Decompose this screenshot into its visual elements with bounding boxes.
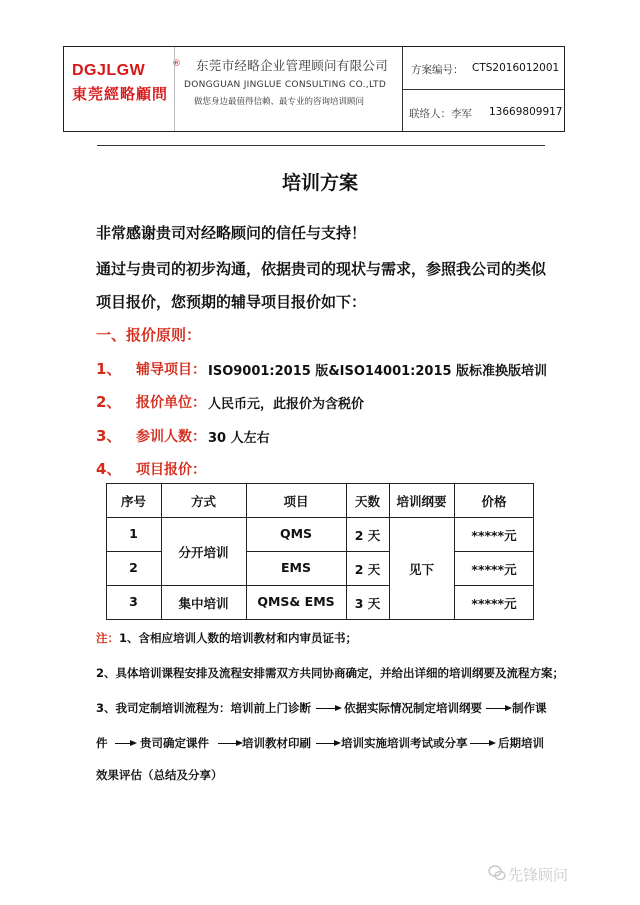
- item-number: 2、: [96, 393, 122, 411]
- note-label: 注：: [96, 631, 119, 645]
- note-3-step-7a: 后期培训: [498, 736, 544, 750]
- document-title: 培训方案: [281, 172, 358, 194]
- note-2: 2、具体培训课程安排及流程安排需双方共同协商确定，并给出详细的培训纲要及流程方案；: [96, 666, 564, 680]
- note-3-step-3b: 件: [96, 736, 108, 750]
- item-number: 4、: [96, 460, 122, 478]
- note-3-step-7b: 效果评估（总结及分享）: [96, 768, 223, 782]
- table-cell-outline-merged: 见下: [408, 562, 434, 577]
- note-3-step-4: 贵司确定课件: [140, 736, 209, 750]
- item-value-project: ISO9001:2015 版&ISO14001:2015 版标准换版培训: [208, 364, 548, 379]
- header-divider: [402, 89, 564, 90]
- plan-number-label: 方案编号：: [411, 64, 464, 76]
- note-3-step-6: 培训实施培训考试或分享: [341, 736, 468, 750]
- table-header-outline: 培训纲要: [396, 494, 447, 509]
- note-1-text: 1、含相应培训人数的培训教材和内审员证书；: [119, 631, 357, 645]
- table-header-item: 项目: [283, 494, 309, 509]
- arrow-icon: [316, 708, 336, 709]
- note-3-step-3a: 制作课: [512, 701, 547, 715]
- intro-line-1: 通过与贵司的初步沟通，依据贵司的现状与需求，参照我公司的类似: [96, 260, 547, 278]
- arrow-icon: [316, 743, 336, 744]
- table-cell-item: QMS: [279, 526, 313, 541]
- price-table: [106, 483, 534, 620]
- company-slogan: 做您身边最值得信赖、最专业的咨询培训顾问: [194, 97, 365, 107]
- company-name-cn: 东莞市经略企业管理顾问有限公司: [196, 58, 389, 73]
- item-number: 3、: [96, 427, 122, 445]
- arrow-icon: [115, 743, 131, 744]
- logo-text-latin: DGJLGW: [72, 62, 146, 79]
- item-key-attendees: 参训人数：: [136, 429, 206, 445]
- table-cell-no: 1: [129, 526, 138, 541]
- table-cell-method-combined: 集中培训: [178, 596, 229, 611]
- item-value-attendees: 30 人左右: [208, 431, 270, 446]
- table-cell-price: *****元: [471, 562, 517, 577]
- section-heading-pricing-principles: 一、报价原则：: [96, 326, 202, 344]
- table-cell-no: 2: [129, 560, 138, 575]
- horizontal-rule: [97, 145, 545, 146]
- arrow-icon: [218, 743, 238, 744]
- company-name-en: DONGGUAN JINGLUE CONSULTING CO.,LTD: [184, 80, 387, 90]
- contact-phone: 13669809917: [489, 106, 563, 118]
- arrow-head-icon: [335, 705, 342, 711]
- table-cell-days: 3 天: [354, 596, 381, 611]
- item-key-project: 辅导项目：: [136, 362, 206, 378]
- arrow-head-icon: [334, 740, 341, 746]
- table-cell-no: 3: [129, 594, 138, 609]
- thanks-line: 非常感谢贵司对经略顾问的信任与支持！: [96, 224, 367, 242]
- watermark: 先锋顾问: [508, 866, 569, 884]
- table-cell-method-separate: 分开培训: [178, 545, 229, 560]
- item-key-currency: 报价单位：: [136, 395, 206, 411]
- wechat-icon: [488, 864, 506, 882]
- table-header-method: 方式: [190, 494, 216, 509]
- logo-text-chinese: 東莞經略顧問: [72, 85, 169, 103]
- note-3-step-2: 依据实际情况制定培训纲要: [344, 701, 482, 715]
- item-number: 1、: [96, 360, 122, 378]
- arrow-icon: [470, 743, 490, 744]
- item-value-currency: 人民币元，此报价为含税价: [208, 397, 365, 412]
- note-3-lead: 3、我司定制培训流程为：培训前上门诊断: [96, 701, 311, 715]
- table-cell-price: *****元: [471, 596, 517, 611]
- note-3-step-5: 培训教材印刷: [242, 736, 311, 750]
- table-cell-price: *****元: [471, 528, 517, 543]
- item-key-quote: 项目报价：: [136, 462, 206, 478]
- table-header-no: 序号: [120, 494, 146, 509]
- arrow-icon: [486, 708, 506, 709]
- table-header-price: 价格: [481, 494, 507, 509]
- table-cell-item: QMS& EMS: [257, 594, 335, 609]
- table-header-days: 天数: [354, 494, 380, 509]
- table-cell-item: EMS: [281, 560, 311, 575]
- plan-number-value: CTS2016012001: [472, 62, 560, 74]
- table-cell-days: 2 天: [354, 562, 381, 577]
- table-cell-days: 2 天: [354, 528, 381, 543]
- registered-mark: ®: [172, 59, 181, 69]
- note-1: [96, 630, 357, 646]
- intro-line-2: 项目报价，您预期的辅导项目报价如下：: [96, 293, 367, 311]
- arrow-head-icon: [130, 740, 137, 746]
- arrow-head-icon: [505, 705, 512, 711]
- arrow-head-icon: [489, 740, 496, 746]
- contact-person: 联络人：李军: [409, 108, 472, 120]
